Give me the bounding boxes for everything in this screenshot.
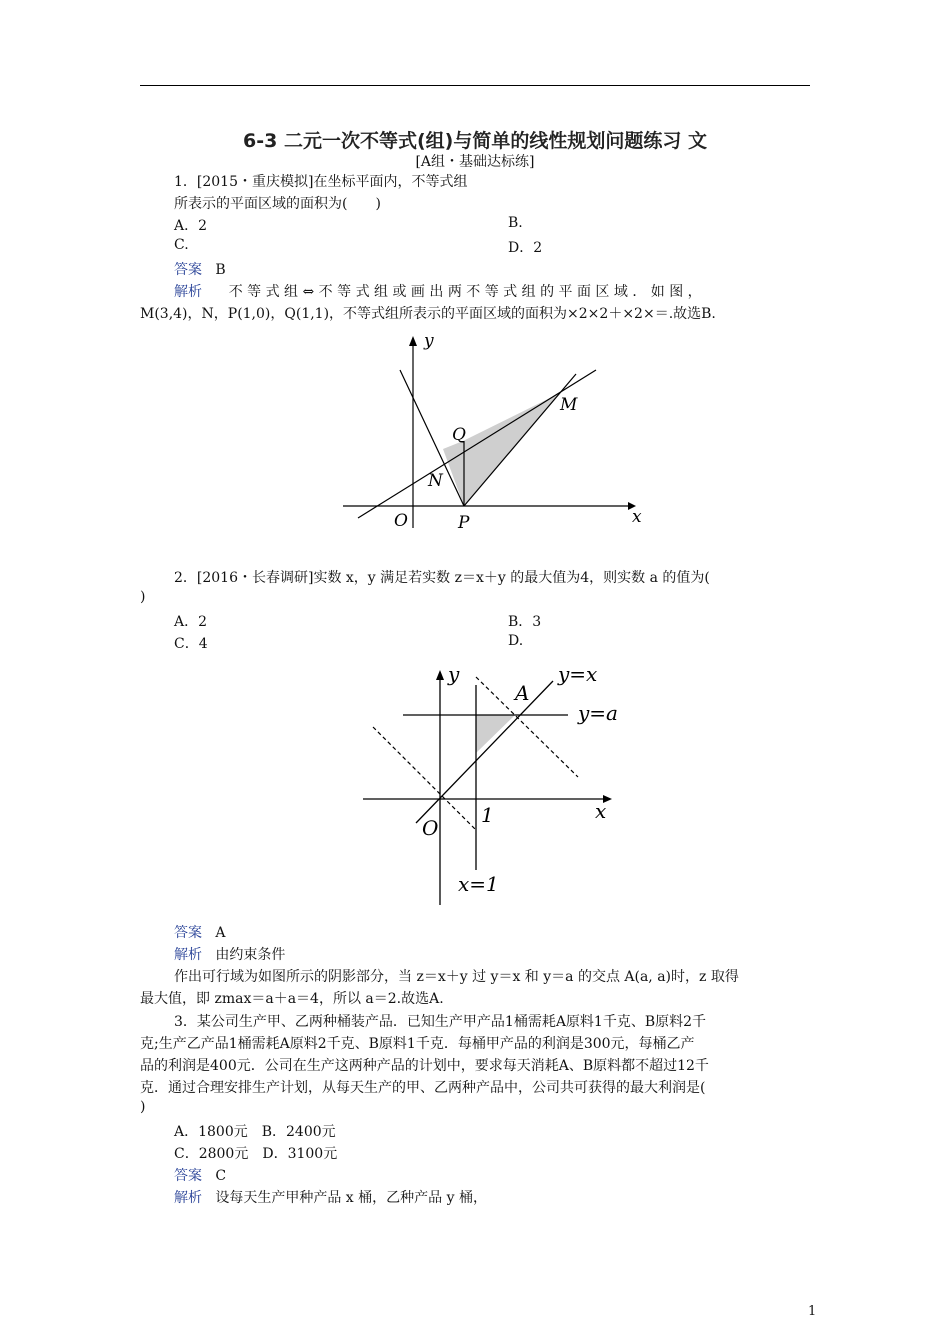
q2-option-d: D.	[508, 633, 524, 649]
q1-option-a: A．2	[174, 218, 208, 234]
q1-stem-line2: 所表示的平面区域的面积为( )	[174, 196, 381, 212]
q1-analysis-line2: M(3,4)，N，P(1,0)，Q(1,1)，不等式组所表示的平面区域的面积为×2×2＋×2×＝.故选B.	[140, 306, 716, 322]
analysis-label: 解析	[174, 1190, 202, 1206]
q2-stem-line1: 2．[2016・长春调研]实数 x，y 满足若实数 z＝x＋y 的最大值为4，则实数 a 的值为(	[174, 570, 710, 586]
q3-stem-line5: )	[140, 1099, 146, 1115]
analysis-text: 由约束条件	[215, 947, 286, 963]
q2-stem-line2: )	[140, 589, 146, 605]
answer-value: B	[215, 262, 226, 278]
answer-value: C	[215, 1168, 227, 1184]
q2-option-b: B．3	[508, 614, 542, 630]
answer-label: 答案	[174, 925, 202, 941]
q3-options-row2: C．2800元 D．3100元	[174, 1146, 338, 1162]
y-axis-arrow	[436, 670, 444, 680]
label-x-eq-1: x=1	[458, 872, 499, 896]
label-m: M	[560, 395, 578, 415]
shaded-region	[443, 393, 560, 506]
label-y-eq-a: y=a	[578, 701, 618, 725]
q3-analysis-line1	[174, 1187, 487, 1207]
q1-answer	[174, 259, 226, 279]
q2-option-c: C．4	[174, 636, 208, 652]
q3-stem-line1: 3．某公司生产甲、乙两种桶装产品．已知生产甲产品1桶需耗A原料1千克、B原料2千	[174, 1014, 707, 1030]
answer-label: 答案	[174, 1168, 202, 1184]
q3-stem-line2: 克;生产乙产品1桶需耗A原料2千克、B原料1千克．每桶甲产品的利润是300元，每桶乙产	[140, 1036, 695, 1052]
q3-stem-line3: 品的利润是400元．公司在生产这两种产品的计划中，要求每天消耗A、B原料都不超过12千	[140, 1058, 709, 1074]
analysis-text: 设每天生产甲种产品 x 桶，乙种产品 y 桶，	[215, 1190, 487, 1206]
label-x: x	[632, 507, 642, 527]
q1-figure	[338, 328, 658, 538]
label-n: N	[428, 471, 443, 491]
label-one: 1	[481, 803, 494, 827]
q1-option-b: B.	[508, 215, 523, 231]
q1-option-c: C.	[174, 237, 189, 253]
label-a: A	[515, 681, 530, 705]
page-number: 1	[808, 1304, 817, 1319]
q2-analysis-line3: 最大值，即 zmax＝a＋a＝4，所以 a＝2.故选A.	[140, 991, 444, 1007]
label-o: O	[394, 511, 408, 531]
answer-value: A	[215, 925, 226, 941]
label-y: y	[424, 331, 434, 351]
label-p: P	[458, 513, 470, 533]
label-y: y	[448, 662, 460, 686]
analysis-text: 不 等 式 组 ⇔ 不 等 式 组 或 画 出 两 不 等 式 组 的 平 面 区 域 ． 如 图 ，	[228, 284, 702, 300]
q2-analysis-line1	[174, 944, 285, 964]
q3-options-row1: A．1800元 B．2400元	[174, 1124, 336, 1140]
line-y-eq-x	[416, 681, 553, 823]
q1-option-d: D．2	[508, 240, 543, 256]
q2-analysis-line2: 作出可行域为如图所示的阴影部分，当 z＝x＋y 过 y＝x 和 y＝a 的交点 A(a, a)时，z 取得	[174, 969, 739, 985]
answer-label: 答案	[174, 262, 202, 278]
label-q: Q	[452, 425, 466, 445]
label-o: O	[422, 816, 439, 840]
q1-stem-line1: 1．[2015・重庆模拟]在坐标平面内，不等式组	[174, 174, 468, 190]
analysis-label: 解析	[174, 947, 202, 963]
q2-option-a: A．2	[174, 614, 208, 630]
label-y-eq-x: y=x	[558, 662, 598, 686]
analysis-label: 解析	[174, 284, 202, 300]
q1-analysis-line1	[174, 281, 702, 301]
y-axis-arrow	[409, 336, 417, 346]
header-rule	[140, 85, 810, 86]
label-x: x	[595, 799, 607, 823]
q2-figure	[358, 655, 648, 910]
page-title: 6-3 二元一次不等式(组)与简单的线性规划问题练习 文	[243, 130, 707, 152]
q3-answer	[174, 1165, 226, 1185]
q2-answer	[174, 922, 225, 942]
shaded-region	[476, 715, 515, 753]
q3-stem-line4: 克．通过合理安排生产计划，从每天生产的甲、乙两种产品中，公司共可获得的最大利润是(	[140, 1080, 706, 1096]
section-subtitle: [A组・基础达标练]	[415, 154, 535, 170]
